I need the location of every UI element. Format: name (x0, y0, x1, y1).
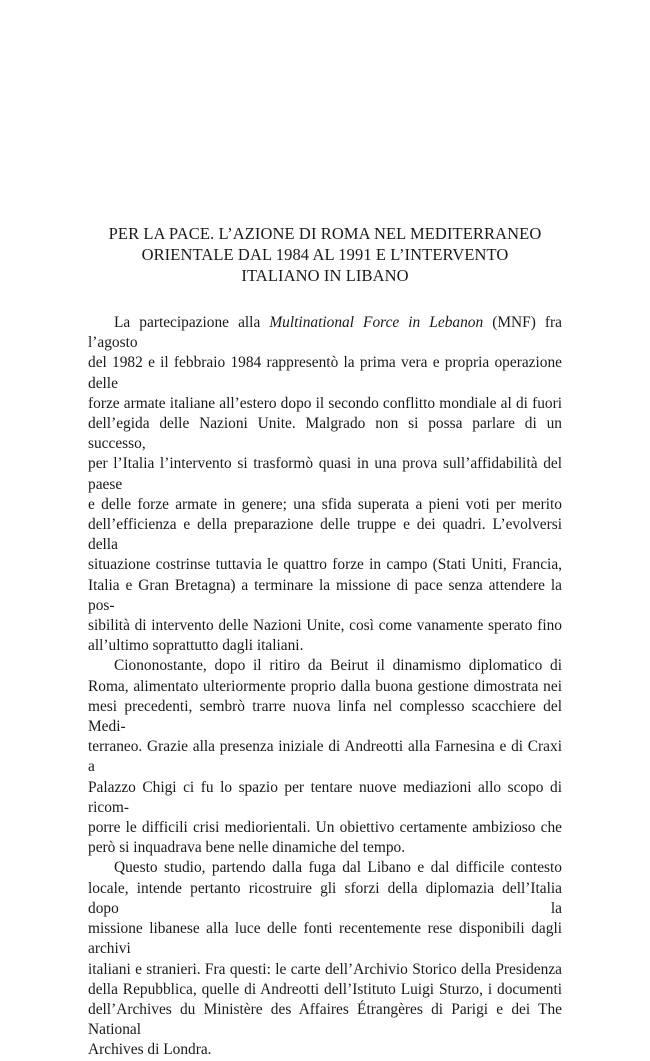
title-line: ORIENTALE DAL 1984 AL 1991 E L’INTERVENTO (141, 245, 509, 264)
text-line: missione libanese alla luce delle fonti recentemente rese disponibili dagli archivi (88, 920, 562, 958)
italic-title: Multinational Force in Lebanon (269, 314, 484, 331)
text-line: Roma, alimentato ulteriormente proprio dalla buona gestione dimostrata nei (88, 677, 562, 695)
body-text (88, 313, 562, 1061)
text-line: Archives di Londra. (88, 1041, 212, 1059)
text-line: porre le difficili crisi mediorientali. Un obiettivo certamente ambizioso che (88, 819, 562, 837)
paragraph (88, 656, 562, 858)
text-line: situazione costrinse tuttavia le quattro forze in campo (Stati Uniti, Francia, (88, 556, 562, 574)
text-line: La partecipazione alla Multinational Force in Lebanon (MNF) fra l’agosto (88, 314, 562, 352)
text-line: però si inquadrava bene nelle dinamiche del tempo. (88, 839, 406, 857)
text-line: Questo studio, partendo dalla fuga dal Libano e dal difficile contesto (114, 859, 562, 877)
text-line: della Repubblica, quelle di Andreotti dell’Istituto Luigi Sturzo, i documenti (88, 980, 562, 998)
text-line: sibilità di intervento delle Nazioni Unite, così come vanamente sperato fino (88, 617, 562, 635)
text-line: e delle forze armate in genere; una sfida superata a pieni voti per merito (88, 495, 562, 513)
paragraph (88, 858, 562, 1060)
chapter-title (90, 223, 560, 286)
title-line: ITALIANO IN LIBANO (241, 266, 409, 285)
text-line: locale, intende pertanto ricostruire gli sforzi della diplomazia dell’Italia dopo la (88, 879, 562, 917)
text-line: per l’Italia l’intervento si trasformò quasi in una prova sull’affidabilità del paese (88, 455, 562, 493)
text-line: all’ultimo soprattutto dagli italiani. (88, 637, 304, 655)
text-line: italiani e stranieri. Fra questi: le carte dell’Archivio Storico della Presidenza (88, 960, 562, 978)
text-line: Italia e Gran Bretagna) a terminare la missione di pace senza attendere la pos- (88, 576, 562, 614)
text-line: Palazzo Chigi ci fu lo spazio per tentare nuove mediazioni allo scopo di ricom- (88, 778, 562, 816)
title-line: PER LA PACE. L’AZIONE DI ROMA NEL MEDITERRANEO (108, 224, 542, 243)
text-line: terraneo. Grazie alla presenza iniziale di Andreotti alla Farnesina e di Craxi a (88, 738, 562, 776)
text-line: dell’efficienza e della preparazione delle truppe e dei quadri. L’evolversi della (88, 516, 562, 554)
text-line: Ciononostante, dopo il ritiro da Beirut il dinamismo diplomatico di (114, 657, 562, 675)
paragraph (88, 313, 562, 656)
text-line: dell’Archives du Ministère des Affaires Étrangères di Parigi e dei The National (88, 1000, 562, 1039)
text-line: forze armate italiane all’estero dopo il secondo conflitto mondiale al di fuori (88, 394, 562, 412)
text-line: dell’egida delle Nazioni Unite. Malgrado non si possa parlare di un successo, (88, 415, 562, 453)
text-line: mesi precedenti, sembrò trarre nuova linfa nel complesso scacchiere del Medi- (88, 697, 562, 736)
text-line: del 1982 e il febbraio 1984 rappresentò la prima vera e propria operazione delle (88, 354, 562, 392)
